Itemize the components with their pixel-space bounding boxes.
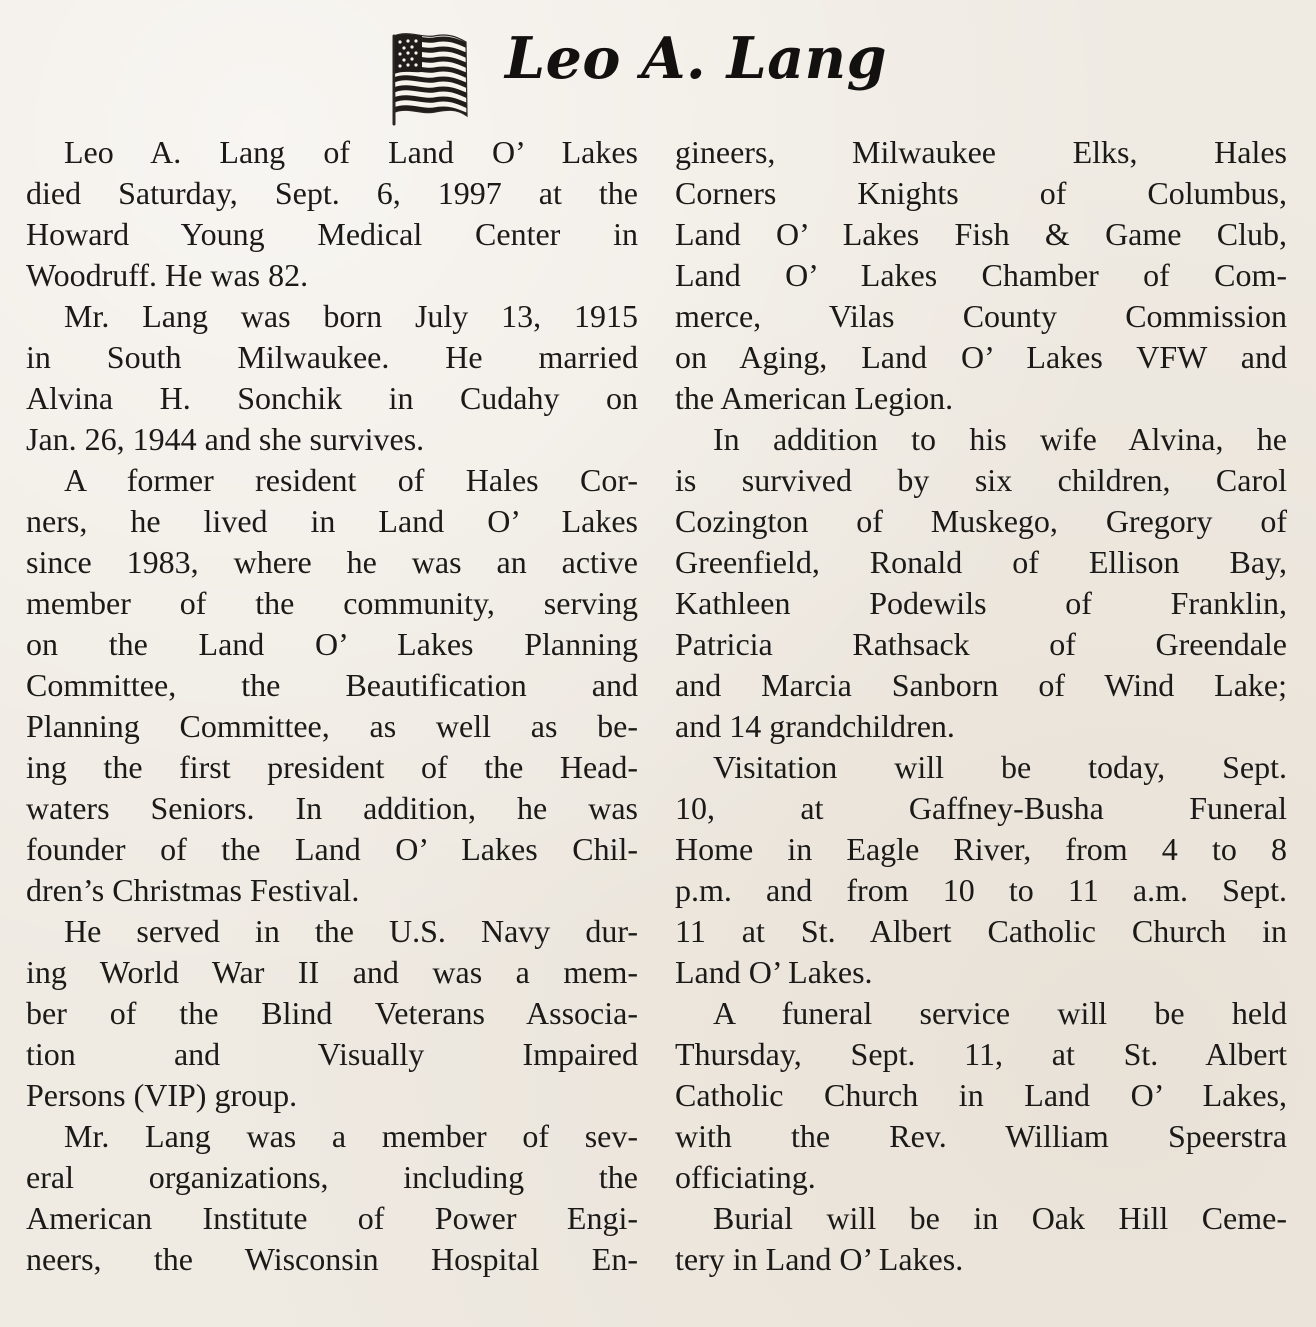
text-line: Mr. Lang was a member of sev- [64, 1118, 638, 1154]
text-line: A former resident of Hales Cor- [64, 462, 638, 498]
text-line: Land O’ Lakes Fish & Game Club, [675, 216, 1287, 252]
text-line: Home in Eagle River, from 4 to 8 [675, 831, 1287, 867]
text-line: Mr. Lang was born July 13, 1915 [64, 298, 638, 334]
american-flag-icon [386, 28, 472, 126]
text-line: Land O’ Lakes Chamber of Com- [675, 257, 1287, 293]
obituary-column-left [26, 132, 638, 1280]
text-line: eral organizations, including the [26, 1159, 638, 1195]
text-line: Catholic Church in Land O’ Lakes, [675, 1077, 1287, 1113]
text-line: on the Land O’ Lakes Planning [26, 626, 638, 662]
text-line: Cozington of Muskego, Gregory of [675, 503, 1287, 539]
text-line: is survived by six children, Carol [675, 462, 1287, 498]
text-line: p.m. and from 10 to 11 a.m. Sept. [675, 872, 1287, 908]
text-line: Committee, the Beautification and [26, 667, 638, 703]
text-line: Patricia Rathsack of Greendale [675, 626, 1287, 662]
text-line: in South Milwaukee. He married [26, 339, 638, 375]
text-line: ing World War II and was a mem- [26, 954, 638, 990]
text-line: on Aging, Land O’ Lakes VFW and [675, 339, 1287, 375]
text-line: the American Legion. [675, 380, 954, 416]
text-line: Planning Committee, as well as be- [26, 708, 638, 744]
text-line: officiating. [675, 1159, 816, 1195]
text-line: American Institute of Power Engi- [26, 1200, 638, 1236]
text-line: since 1983, where he was an active [26, 544, 638, 580]
text-line: tery in Land O’ Lakes. [675, 1241, 964, 1277]
text-line: and Marcia Sanborn of Wind Lake; [675, 667, 1287, 703]
text-line: dren’s Christmas Festival. [26, 872, 360, 908]
text-line: neers, the Wisconsin Hospital En- [26, 1241, 638, 1277]
text-line: merce, Vilas County Commission [675, 298, 1287, 334]
text-line: Thursday, Sept. 11, at St. Albert [675, 1036, 1287, 1072]
obituary-column-right [675, 132, 1287, 1280]
text-line: Kathleen Podewils of Franklin, [675, 585, 1287, 621]
text-line: gineers, Milwaukee Elks, Hales [675, 134, 1287, 170]
headline [0, 8, 1316, 128]
text-line: Jan. 26, 1944 and she survives. [26, 421, 425, 457]
text-line: ners, he lived in Land O’ Lakes [26, 503, 638, 539]
text-line: Greenfield, Ronald of Ellison Bay, [675, 544, 1287, 580]
text-line: tion and Visually Impaired [26, 1036, 638, 1072]
text-line: Persons (VIP) group. [26, 1077, 298, 1113]
text-line: with the Rev. William Speerstra [675, 1118, 1287, 1154]
text-line: He served in the U.S. Navy dur- [64, 913, 638, 949]
text-line: Leo A. Lang of Land O’ Lakes [64, 134, 638, 170]
text-line: Land O’ Lakes. [675, 954, 873, 990]
text-line: 11 at St. Albert Catholic Church in [675, 913, 1287, 949]
text-line: ing the first president of the Head- [26, 749, 638, 785]
text-line: Visitation will be today, Sept. [713, 749, 1287, 785]
text-line: Woodruff. He was 82. [26, 257, 309, 293]
text-line: died Saturday, Sept. 6, 1997 at the [26, 175, 638, 211]
obituary-title: Leo A. Lang [505, 25, 887, 92]
text-line: Burial will be in Oak Hill Ceme- [713, 1200, 1287, 1236]
text-line: ber of the Blind Veterans Associa- [26, 995, 638, 1031]
text-line: and 14 grandchildren. [675, 708, 955, 744]
text-line: Alvina H. Sonchik in Cudahy on [26, 380, 638, 416]
text-line: In addition to his wife Alvina, he [713, 421, 1287, 457]
text-line: Howard Young Medical Center in [26, 216, 638, 252]
text-line: waters Seniors. In addition, he was [26, 790, 638, 826]
text-line: founder of the Land O’ Lakes Chil- [26, 831, 638, 867]
text-line: member of the community, serving [26, 585, 638, 621]
text-line: A funeral service will be held [713, 995, 1287, 1031]
text-line: Corners Knights of Columbus, [675, 175, 1287, 211]
text-line: 10, at Gaffney-Busha Funeral [675, 790, 1287, 826]
